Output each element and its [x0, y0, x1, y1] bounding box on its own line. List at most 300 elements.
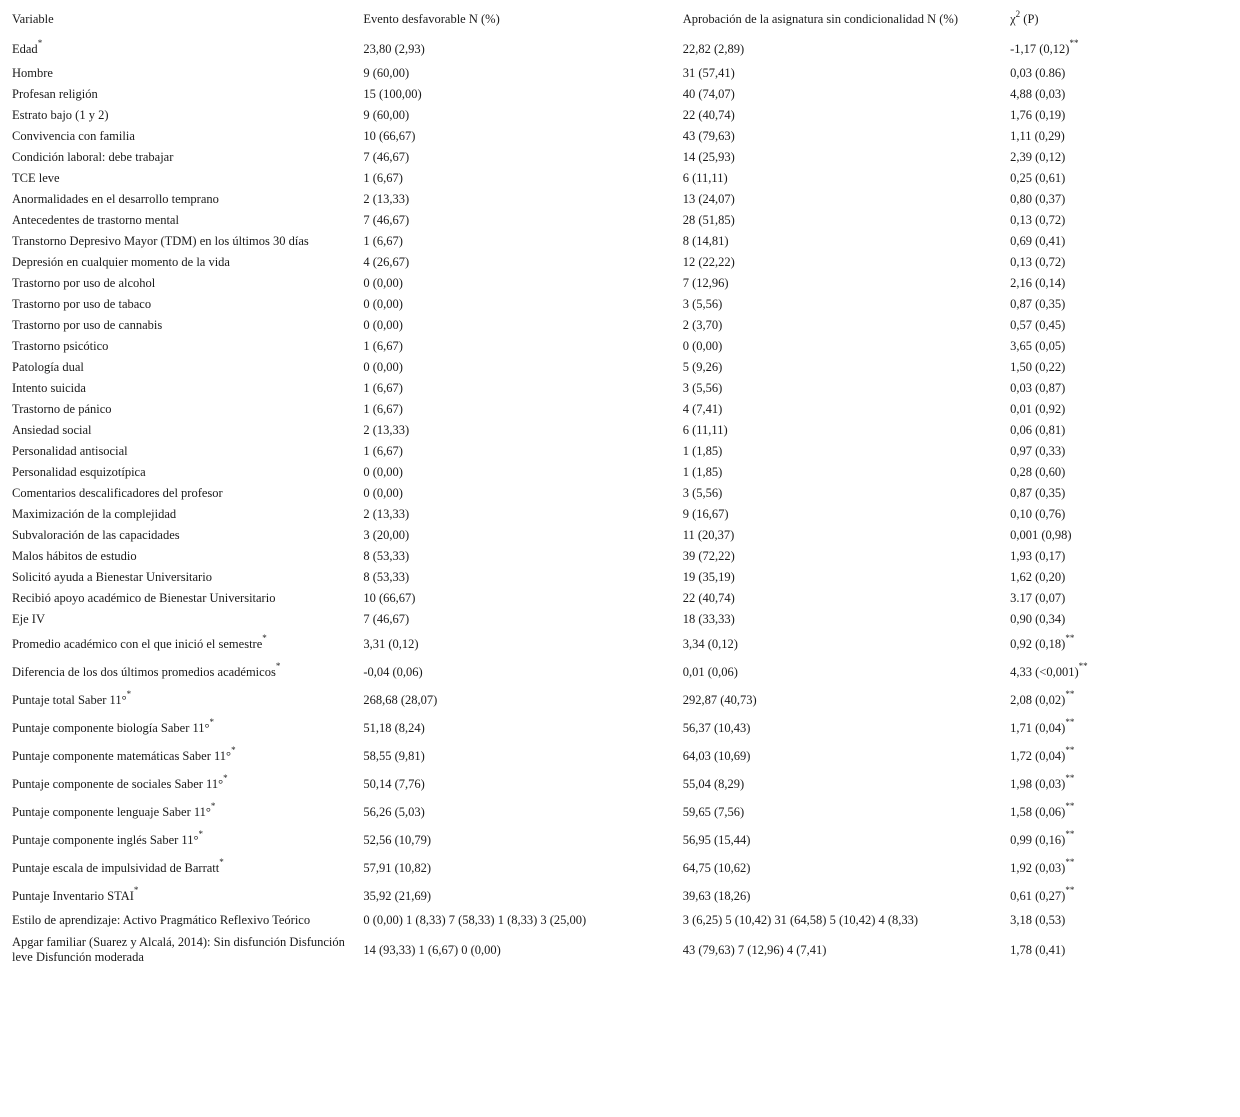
aprobacion-cell-text: 2 (3,70)	[682, 318, 723, 332]
aprobacion-cell	[677, 567, 1004, 588]
chi-square-cell	[1004, 798, 1121, 826]
chi-square-cell-text: 1,78 (0,41)	[1010, 942, 1066, 957]
chi-square-cell-text: 1,50 (0,22)	[1010, 360, 1066, 374]
table-row	[6, 315, 1121, 336]
chi-square-cell	[1004, 630, 1121, 658]
table-row	[6, 252, 1121, 273]
variable-cell-text: Diferencia de los dos últimos promedios académicos	[12, 664, 276, 679]
variable-cell-text: Trastorno por uso de cannabis	[12, 318, 163, 332]
aprobacion-cell-text: 39,63 (18,26)	[682, 888, 751, 903]
chi-superscript: **	[1069, 38, 1079, 49]
aprobacion-cell-text: 6 (11,11)	[682, 423, 728, 437]
aprobacion-cell	[677, 84, 1004, 105]
variable-cell	[6, 546, 357, 567]
chi-square-cell-text: 3.17 (0,07)	[1010, 591, 1066, 605]
chi-square-cell	[1004, 336, 1121, 357]
aprobacion-cell	[677, 189, 1004, 210]
variable-cell	[6, 336, 357, 357]
chi-square-cell	[1004, 252, 1121, 273]
chi-square-cell	[1004, 504, 1121, 525]
chi-p-label: (P)	[1020, 12, 1039, 26]
variable-cell-text: Puntaje total Saber 11°	[12, 692, 127, 707]
evento-cell-text: 0 (0,00)	[363, 360, 403, 374]
chi-square-cell	[1004, 105, 1121, 126]
aprobacion-cell-text: 0,01 (0,06)	[682, 664, 738, 679]
chi-superscript: **	[1065, 857, 1075, 868]
variable-superscript: *	[126, 689, 132, 700]
table-row	[6, 35, 1121, 63]
aprobacion-cell	[677, 63, 1004, 84]
evento-cell	[357, 882, 676, 910]
aprobacion-cell-text: 3 (6,25) 5 (10,42) 31 (64,58) 5 (10,42) 4 (8,33)	[682, 913, 919, 927]
chi-square-cell	[1004, 35, 1121, 63]
variable-superscript: *	[37, 38, 43, 49]
aprobacion-cell	[677, 931, 1004, 969]
aprobacion-cell	[677, 420, 1004, 441]
table-row	[6, 63, 1121, 84]
aprobacion-cell	[677, 210, 1004, 231]
aprobacion-cell-text: 0 (0,00)	[682, 339, 723, 353]
evento-cell-text: 3,31 (0,12)	[363, 636, 419, 651]
table-row	[6, 231, 1121, 252]
chi-square-cell	[1004, 462, 1121, 483]
aprobacion-cell-text: 14 (25,93)	[682, 150, 735, 164]
aprobacion-cell	[677, 504, 1004, 525]
chi-square-cell	[1004, 483, 1121, 504]
chi-square-cell	[1004, 658, 1121, 686]
evento-cell	[357, 189, 676, 210]
aprobacion-cell	[677, 742, 1004, 770]
variable-cell-text: Maximización de la complejidad	[12, 507, 177, 521]
chi-square-cell-text: 0,97 (0,33)	[1010, 444, 1066, 458]
variable-cell	[6, 63, 357, 84]
chi-square-cell	[1004, 910, 1121, 931]
chi-square-cell	[1004, 315, 1121, 336]
table-row	[6, 336, 1121, 357]
variable-cell-text: Trastorno por uso de alcohol	[12, 276, 156, 290]
chi-square-cell	[1004, 378, 1121, 399]
chi-square-cell	[1004, 357, 1121, 378]
variable-cell-text: Convivencia con familia	[12, 129, 135, 143]
aprobacion-cell-text: 7 (12,96)	[682, 276, 729, 290]
evento-cell	[357, 462, 676, 483]
chi-square-cell-text: 1,58 (0,06)	[1010, 804, 1066, 819]
table-row	[6, 84, 1121, 105]
aprobacion-cell-text: 4 (7,41)	[682, 402, 723, 416]
variable-cell-text: Edad	[12, 41, 38, 56]
table-row	[6, 714, 1121, 742]
evento-cell	[357, 126, 676, 147]
variable-cell	[6, 189, 357, 210]
table-row	[6, 441, 1121, 462]
chi-square-cell-text: -1,17 (0,12)	[1010, 41, 1070, 56]
chi-square-cell	[1004, 63, 1121, 84]
variable-superscript: *	[198, 829, 203, 840]
variable-cell-text: Depresión en cualquier momento de la vida	[12, 255, 230, 269]
aprobacion-cell-text: 6 (11,11)	[682, 171, 728, 185]
aprobacion-cell-text: 56,37 (10,43)	[682, 720, 751, 735]
variable-cell	[6, 483, 357, 504]
variable-cell	[6, 441, 357, 462]
evento-cell-text: 2 (13,33)	[363, 192, 410, 206]
evento-cell	[357, 714, 676, 742]
evento-cell	[357, 770, 676, 798]
aprobacion-cell-text: 56,95 (15,44)	[682, 832, 751, 847]
chi-square-cell	[1004, 546, 1121, 567]
chi-square-cell-text: 1,76 (0,19)	[1010, 108, 1066, 122]
evento-cell	[357, 273, 676, 294]
evento-cell	[357, 588, 676, 609]
chi-square-cell-text: 0,87 (0,35)	[1010, 297, 1066, 311]
header-aprobacion: Aprobación de la asignatura sin condicionalidad N (%)	[682, 12, 958, 26]
aprobacion-cell	[677, 126, 1004, 147]
variable-cell-text: Puntaje Inventario STAI	[12, 888, 134, 903]
aprobacion-cell	[677, 147, 1004, 168]
variable-cell	[6, 798, 357, 826]
variable-cell-text: Hombre	[12, 66, 53, 80]
table-row	[6, 742, 1121, 770]
variable-cell	[6, 910, 357, 931]
aprobacion-cell	[677, 315, 1004, 336]
variable-cell	[6, 399, 357, 420]
variable-cell-text: Puntaje componente lenguaje Saber 11°	[12, 804, 211, 819]
evento-cell	[357, 546, 676, 567]
table-row	[6, 105, 1121, 126]
evento-cell-text: 1 (6,67)	[363, 339, 403, 353]
chi-square-cell	[1004, 882, 1121, 910]
table-row	[6, 854, 1121, 882]
table-row	[6, 931, 1121, 969]
chi-square-cell-text: 0,03 (0.86)	[1010, 66, 1066, 80]
table-row	[6, 910, 1121, 931]
evento-cell-text: 3 (20,00)	[363, 528, 410, 542]
chi-square-cell-text: 0,28 (0,60)	[1010, 465, 1066, 479]
evento-cell	[357, 35, 676, 63]
chi-square-cell	[1004, 168, 1121, 189]
variable-superscript: *	[133, 885, 139, 896]
aprobacion-cell	[677, 588, 1004, 609]
chi-square-cell	[1004, 931, 1121, 969]
table-row	[6, 882, 1121, 910]
aprobacion-cell	[677, 252, 1004, 273]
variable-cell	[6, 462, 357, 483]
evento-cell-text: 0 (0,00)	[363, 318, 403, 332]
chi-exponent: 2	[1015, 8, 1021, 19]
chi-square-cell-text: 2,16 (0,14)	[1010, 276, 1066, 290]
evento-cell	[357, 336, 676, 357]
aprobacion-cell-text: 1 (1,85)	[682, 444, 723, 458]
variable-cell-text: Intento suicida	[12, 381, 86, 395]
table-row	[6, 686, 1121, 714]
evento-cell-text: 52,56 (10,79)	[363, 832, 432, 847]
variable-cell	[6, 931, 357, 969]
evento-cell	[357, 231, 676, 252]
aprobacion-cell-text: 19 (35,19)	[682, 570, 735, 584]
evento-cell-text: 0 (0,00)	[363, 486, 403, 500]
aprobacion-cell-text: 12 (22,22)	[682, 255, 735, 269]
variable-cell	[6, 315, 357, 336]
table-row	[6, 420, 1121, 441]
chi-superscript: **	[1065, 745, 1075, 756]
variable-cell	[6, 525, 357, 546]
variable-cell	[6, 504, 357, 525]
evento-cell-text: 1 (6,67)	[363, 402, 403, 416]
evento-cell	[357, 294, 676, 315]
chi-square-cell-text: 4,33 (<0,001)	[1010, 664, 1079, 679]
aprobacion-cell-text: 9 (16,67)	[682, 507, 729, 521]
chi-square-cell-text: 2,08 (0,02)	[1010, 692, 1066, 707]
variable-cell-text: Puntaje componente inglés Saber 11°	[12, 832, 199, 847]
variable-cell	[6, 854, 357, 882]
evento-cell-text: 51,18 (8,24)	[363, 720, 425, 735]
variable-cell-text: Personalidad antisocial	[12, 444, 128, 458]
evento-cell-text: 0 (0,00)	[363, 276, 403, 290]
table-row	[6, 588, 1121, 609]
evento-cell-text: 35,92 (21,69)	[363, 888, 432, 903]
aprobacion-cell	[677, 854, 1004, 882]
evento-cell	[357, 686, 676, 714]
results-table	[6, 6, 1121, 969]
variable-cell	[6, 742, 357, 770]
aprobacion-cell	[677, 273, 1004, 294]
table-row	[6, 273, 1121, 294]
evento-cell	[357, 826, 676, 854]
chi-superscript: **	[1065, 801, 1075, 812]
header-chi-square	[1004, 6, 1121, 35]
chi-superscript: **	[1065, 773, 1075, 784]
aprobacion-cell	[677, 168, 1004, 189]
variable-cell	[6, 35, 357, 63]
evento-cell-text: 2 (13,33)	[363, 423, 410, 437]
chi-square-cell-text: 0,80 (0,37)	[1010, 192, 1066, 206]
aprobacion-cell-text: 3 (5,56)	[682, 297, 723, 311]
evento-cell-text: 8 (53,33)	[363, 570, 410, 584]
chi-square-cell-text: 0,57 (0,45)	[1010, 318, 1066, 332]
header-variable: Variable	[12, 12, 54, 26]
chi-square-cell-text: 0,06 (0,81)	[1010, 423, 1066, 437]
variable-cell	[6, 357, 357, 378]
variable-cell-text: Puntaje componente matemáticas Saber 11°	[12, 748, 232, 763]
aprobacion-cell-text: 55,04 (8,29)	[682, 776, 745, 791]
aprobacion-cell-text: 31 (57,41)	[682, 66, 735, 80]
evento-cell	[357, 567, 676, 588]
chi-superscript: **	[1065, 633, 1075, 644]
variable-cell-text: Patología dual	[12, 360, 84, 374]
variable-cell-text: Apgar familiar (Suarez y Alcalá, 2014): Sin disfunción Disfunción leve Disfunción moderada	[12, 935, 345, 964]
aprobacion-cell-text: 8 (14,81)	[682, 234, 729, 248]
evento-cell	[357, 658, 676, 686]
chi-square-cell-text: 0,13 (0,72)	[1010, 213, 1066, 227]
evento-cell	[357, 147, 676, 168]
table-row	[6, 826, 1121, 854]
aprobacion-cell-text: 5 (9,26)	[682, 360, 723, 374]
aprobacion-cell	[677, 399, 1004, 420]
evento-cell-text: 10 (66,67)	[363, 129, 416, 143]
variable-cell	[6, 567, 357, 588]
evento-cell	[357, 931, 676, 969]
aprobacion-cell-text: 64,75 (10,62)	[682, 860, 751, 875]
chi-square-cell-text: 0,90 (0,34)	[1010, 612, 1066, 626]
variable-cell	[6, 273, 357, 294]
aprobacion-cell-text: 28 (51,85)	[682, 213, 735, 227]
variable-cell-text: Ansiedad social	[12, 423, 92, 437]
aprobacion-cell	[677, 609, 1004, 630]
variable-cell-text: Trastorno de pánico	[12, 402, 112, 416]
chi-square-cell-text: 0,92 (0,18)	[1010, 636, 1066, 651]
table-row	[6, 210, 1121, 231]
evento-cell-text: 8 (53,33)	[363, 549, 410, 563]
chi-square-cell-text: 0,001 (0,98)	[1010, 528, 1072, 542]
variable-cell	[6, 420, 357, 441]
table-row	[6, 399, 1121, 420]
chi-square-cell	[1004, 826, 1121, 854]
aprobacion-cell-text: 43 (79,63)	[682, 129, 735, 143]
chi-square-cell	[1004, 84, 1121, 105]
chi-square-cell	[1004, 609, 1121, 630]
variable-cell	[6, 84, 357, 105]
variable-superscript: *	[262, 633, 267, 644]
evento-cell	[357, 210, 676, 231]
evento-cell	[357, 105, 676, 126]
aprobacion-cell-text: 11 (20,37)	[682, 528, 735, 542]
evento-cell-text: 1 (6,67)	[363, 234, 403, 248]
aprobacion-cell-text: 43 (79,63) 7 (12,96) 4 (7,41)	[682, 942, 827, 957]
table-row	[6, 462, 1121, 483]
aprobacion-cell	[677, 378, 1004, 399]
table-row	[6, 798, 1121, 826]
variable-cell-text: Anormalidades en el desarrollo temprano	[12, 192, 219, 206]
chi-square-cell	[1004, 231, 1121, 252]
evento-cell-text: 7 (46,67)	[363, 612, 410, 626]
chi-symbol: χ	[1010, 12, 1016, 26]
aprobacion-cell-text: 1 (1,85)	[682, 465, 723, 479]
aprobacion-cell	[677, 658, 1004, 686]
aprobacion-cell-text: 3 (5,56)	[682, 486, 723, 500]
evento-cell	[357, 378, 676, 399]
chi-square-cell	[1004, 147, 1121, 168]
table-row	[6, 378, 1121, 399]
variable-cell-text: Subvaloración de las capacidades	[12, 528, 180, 542]
evento-cell-text: 0 (0,00)	[363, 297, 403, 311]
chi-square-cell-text: 0,25 (0,61)	[1010, 171, 1066, 185]
variable-cell-text: Solicitó ayuda a Bienestar Universitario	[12, 570, 212, 584]
table-row	[6, 525, 1121, 546]
chi-square-cell-text: 2,39 (0,12)	[1010, 150, 1066, 164]
chi-square-cell	[1004, 742, 1121, 770]
table-row	[6, 357, 1121, 378]
variable-cell	[6, 609, 357, 630]
chi-superscript: **	[1065, 829, 1075, 840]
variable-cell-text: Trastorno por uso de tabaco	[12, 297, 152, 311]
evento-cell-text: 10 (66,67)	[363, 591, 416, 605]
variable-cell	[6, 658, 357, 686]
variable-cell-text: Antecedentes de trastorno mental	[12, 213, 179, 227]
table-row	[6, 504, 1121, 525]
aprobacion-cell-text: 22 (40,74)	[682, 591, 735, 605]
table-row	[6, 483, 1121, 504]
table-row	[6, 609, 1121, 630]
chi-square-cell	[1004, 126, 1121, 147]
evento-cell	[357, 420, 676, 441]
chi-square-cell-text: 3,18 (0,53)	[1010, 913, 1066, 927]
evento-cell-text: 9 (60,00)	[363, 108, 410, 122]
evento-cell	[357, 742, 676, 770]
chi-square-cell	[1004, 770, 1121, 798]
table-body	[6, 35, 1121, 969]
evento-cell-text: 50,14 (7,76)	[363, 776, 425, 791]
chi-superscript: **	[1078, 661, 1088, 672]
variable-cell	[6, 210, 357, 231]
variable-cell-text: Trastorno psicótico	[12, 339, 109, 353]
table-row	[6, 658, 1121, 686]
aprobacion-cell	[677, 525, 1004, 546]
aprobacion-cell	[677, 630, 1004, 658]
aprobacion-cell-text: 13 (24,07)	[682, 192, 735, 206]
evento-cell-text: 268,68 (28,07)	[363, 692, 438, 707]
chi-square-cell	[1004, 441, 1121, 462]
chi-square-cell-text: 0,61 (0,27)	[1010, 888, 1066, 903]
evento-cell	[357, 63, 676, 84]
chi-square-cell-text: 0,69 (0,41)	[1010, 234, 1066, 248]
aprobacion-cell	[677, 686, 1004, 714]
chi-square-cell-text: 0,87 (0,35)	[1010, 486, 1066, 500]
variable-cell-text: Promedio académico con el que inició el semestre	[12, 636, 263, 651]
variable-cell-text: Puntaje componente biología Saber 11°	[12, 720, 210, 735]
aprobacion-cell	[677, 441, 1004, 462]
variable-cell-text: Personalidad esquizotípica	[12, 465, 146, 479]
variable-superscript: *	[209, 717, 215, 728]
header-evento: Evento desfavorable N (%)	[363, 12, 500, 26]
aprobacion-cell	[677, 231, 1004, 252]
variable-cell-text: Recibió apoyo académico de Bienestar Universitario	[12, 591, 276, 605]
table-row	[6, 294, 1121, 315]
chi-square-cell	[1004, 854, 1121, 882]
variable-cell-text: Estilo de aprendizaje: Activo Pragmático Reflexivo Teórico	[12, 913, 311, 927]
evento-cell-text: 57,91 (10,82)	[363, 860, 432, 875]
variable-superscript: *	[275, 661, 281, 672]
variable-cell-text: TCE leve	[12, 171, 60, 185]
evento-cell-text: 58,55 (9,81)	[363, 748, 425, 763]
chi-square-cell	[1004, 686, 1121, 714]
evento-cell-text: 14 (93,33) 1 (6,67) 0 (0,00)	[363, 942, 501, 957]
variable-cell	[6, 882, 357, 910]
chi-square-cell-text: 1,72 (0,04)	[1010, 748, 1066, 763]
evento-cell-text: 4 (26,67)	[363, 255, 410, 269]
aprobacion-cell	[677, 770, 1004, 798]
evento-cell	[357, 525, 676, 546]
evento-cell-text: 56,26 (5,03)	[363, 804, 425, 819]
evento-cell	[357, 910, 676, 931]
evento-cell-text: 23,80 (2,93)	[363, 41, 425, 56]
evento-cell	[357, 630, 676, 658]
chi-square-cell-text: 3,65 (0,05)	[1010, 339, 1066, 353]
chi-square-cell-text: 1,93 (0,17)	[1010, 549, 1066, 563]
variable-cell	[6, 168, 357, 189]
variable-cell-text: Comentarios descalificadores del profesor	[12, 486, 223, 500]
evento-cell-text: 1 (6,67)	[363, 171, 403, 185]
table-row	[6, 630, 1121, 658]
chi-square-cell-text: 0,01 (0,92)	[1010, 402, 1066, 416]
variable-superscript: *	[210, 801, 216, 812]
variable-cell	[6, 126, 357, 147]
evento-cell	[357, 252, 676, 273]
chi-square-cell-text: 0,03 (0,87)	[1010, 381, 1066, 395]
chi-superscript: **	[1065, 717, 1075, 728]
evento-cell	[357, 504, 676, 525]
aprobacion-cell	[677, 826, 1004, 854]
evento-cell-text: 1 (6,67)	[363, 444, 403, 458]
variable-cell-text: Puntaje escala de impulsividad de Barratt	[12, 860, 220, 875]
